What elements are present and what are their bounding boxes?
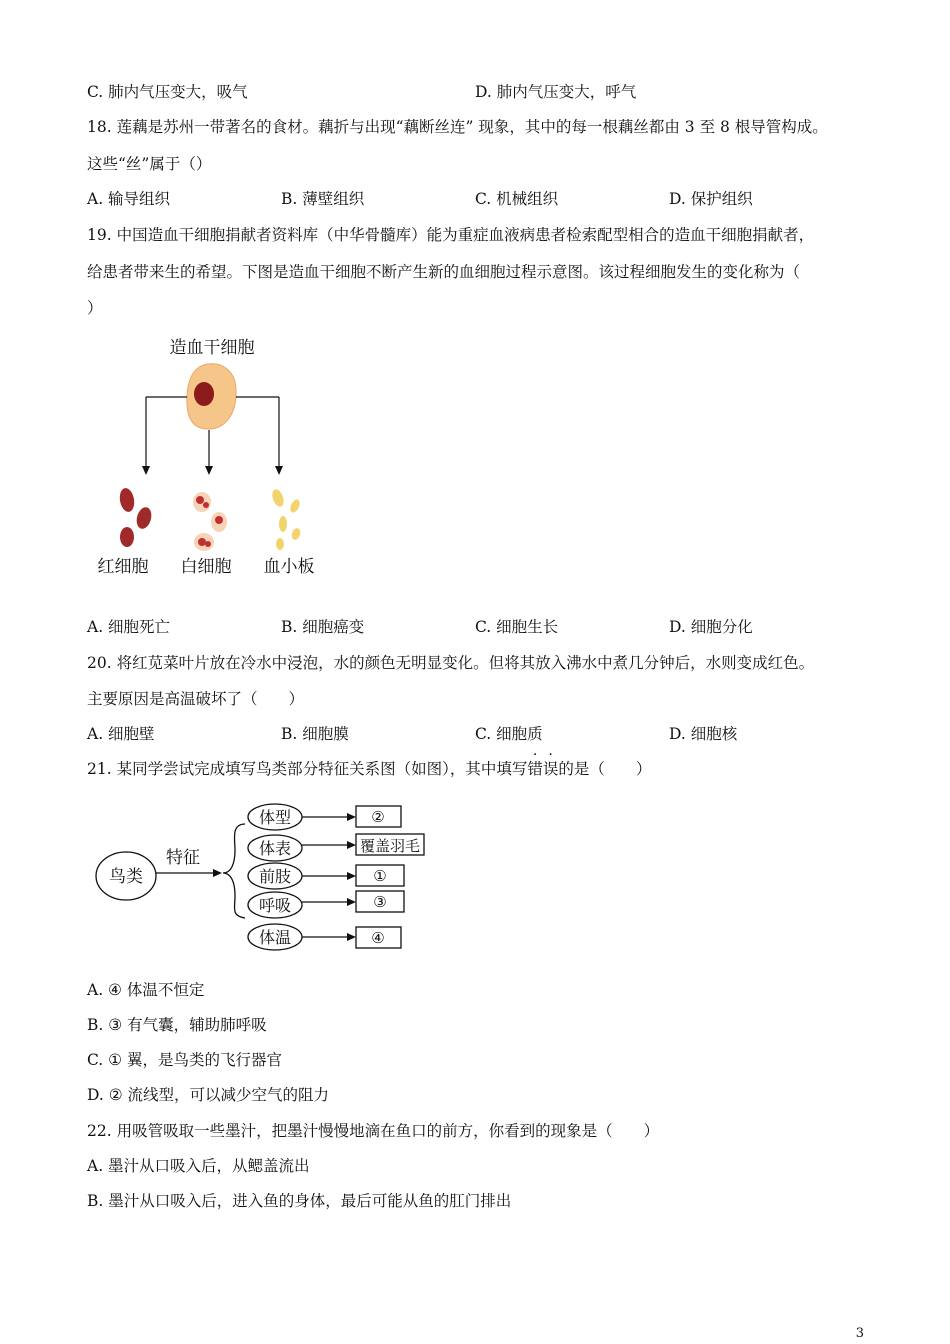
q19-option-d: D. 细胞分化 — [669, 618, 753, 636]
q21-stem — [87, 759, 651, 779]
q18-stem-line2: 这些“丝”属于（） — [87, 155, 212, 173]
q22-option-a: A. 墨汁从口吸入后，从鳃盖流出 — [87, 1157, 310, 1175]
stem-cell-nucleus — [194, 382, 214, 406]
q20-option-b: B. 细胞膜 — [281, 725, 349, 743]
q18-option-a: A. 输导组织 — [87, 190, 171, 208]
feature-body-temp: 体温 — [258, 928, 292, 947]
q21-stem-before: 21. 某同学尝试完成填写鸟类部分特征关系图（如图），其中填写 — [87, 760, 528, 778]
q21-emphasis-char2: 误 — [542, 760, 559, 778]
q20-stem-line1: 20. 将红苋菜叶片放在冷水中浸泡，水的颜色无明显变化。但将其放入沸水中煮几分钟后，水则变成红色。 — [87, 654, 815, 672]
answer-forelimb: ① — [373, 867, 387, 885]
bird-features-diagram — [95, 800, 435, 955]
answer-body-surface: 覆盖羽毛 — [359, 837, 421, 855]
q20-option-d: D. 细胞核 — [669, 725, 738, 743]
white-blood-cells — [193, 492, 227, 551]
diagram-arrowheads — [142, 466, 283, 475]
q19-stem-line1: 19. 中国造血干细胞捐献者资料库（中华骨髓库）能为重症血液病患者检索配型相合的造血干细胞捐献者， — [87, 226, 815, 244]
prev-option-c: C. 肺内气压变大，吸气 — [87, 83, 248, 101]
q21-stem-after: 的是（ ） — [558, 760, 652, 778]
q20-option-c: C. 细胞质 — [475, 725, 543, 743]
q21-option-b: B. ③ 有气囊，辅助肺呼吸 — [87, 1016, 267, 1034]
answer-respiration: ③ — [373, 893, 387, 911]
q18-stem-line1: 18. 莲藕是苏州一带著名的食材。藕折与出现“藕断丝连” 现象，其中的每一根藕丝都由 3 至 8 根导管构成。 — [87, 118, 828, 136]
edge-label: 特征 — [166, 848, 200, 868]
platelets — [270, 488, 302, 550]
q22-stem: 22. 用吸管吸取一些墨汁，把墨汁慢慢地滴在鱼口的前方，你看到的现象是（ ） — [87, 1122, 660, 1140]
q19-stem-line2: 给患者带来生的希望。下图是造血干细胞不断产生新的血细胞过程示意图。该过程细胞发生的变化称为（ — [87, 263, 801, 281]
q19-option-b: B. 细胞癌变 — [281, 618, 365, 636]
brace — [223, 824, 245, 918]
feature-arrows — [302, 817, 347, 937]
feature-respiration: 呼吸 — [258, 896, 292, 915]
q21-option-d: D. ② 流线型，可以减少空气的阻力 — [87, 1086, 330, 1104]
q20-stem-line2: 主要原因是高温破坏了（ ） — [87, 690, 305, 708]
blood-cell-differentiation-diagram — [90, 330, 330, 580]
wbc-label: 白细胞 — [180, 557, 232, 577]
platelet-label: 血小板 — [263, 557, 315, 577]
answer-boxes — [356, 806, 424, 948]
q18-option-c: C. 机械组织 — [475, 190, 559, 208]
rbc-label: 红细胞 — [97, 557, 149, 577]
answer-body-temp: ④ — [371, 929, 385, 947]
q19-option-c: C. 细胞生长 — [475, 618, 559, 636]
q19-option-a: A. 细胞死亡 — [87, 618, 171, 636]
q22-option-b: B. 墨汁从口吸入后，进入鱼的身体，最后可能从鱼的肛门排出 — [87, 1192, 512, 1210]
q19-stem-line3: ） — [87, 299, 103, 317]
stem-cell-label: 造血干细胞 — [169, 338, 255, 358]
feature-body-shape: 体型 — [258, 808, 292, 827]
q20-option-a: A. 细胞壁 — [87, 725, 155, 743]
q21-option-a: A. ④ 体温不恒定 — [87, 981, 205, 999]
answer-body-shape: ② — [371, 808, 385, 826]
q18-option-d: D. 保护组织 — [669, 190, 753, 208]
feature-body-surface: 体表 — [258, 839, 292, 858]
q21-option-c: C. ① 翼，是鸟类的飞行器官 — [87, 1051, 282, 1069]
bird-root-label: 鸟类 — [109, 867, 143, 887]
red-blood-cells — [118, 487, 154, 547]
page-number: 3 — [855, 1326, 864, 1341]
q21-emphasis-char1: 错 — [527, 760, 543, 778]
feature-forelimb: 前肢 — [258, 867, 292, 886]
prev-option-d: D. 肺内气压变大，呼气 — [475, 83, 637, 101]
q18-option-b: B. 薄壁组织 — [281, 190, 365, 208]
